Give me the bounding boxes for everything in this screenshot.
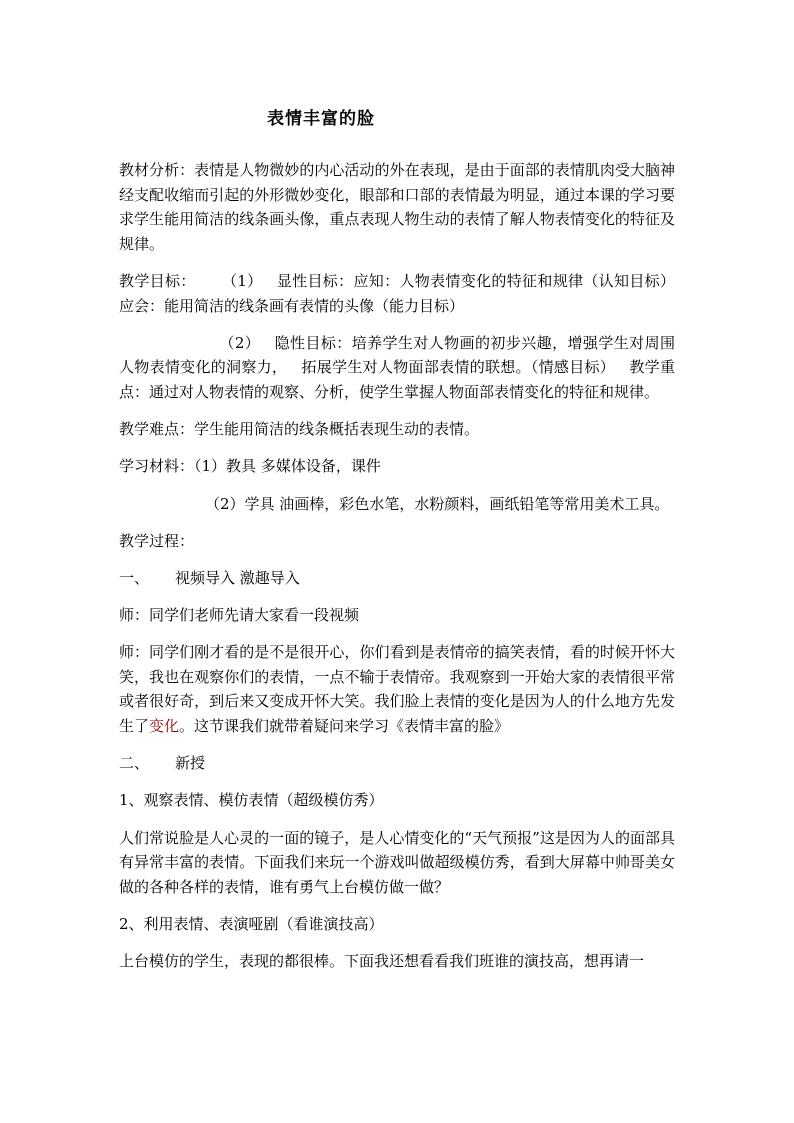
document-title: 表情丰富的脸	[267, 109, 375, 129]
paragraph-teaching-goals	[119, 269, 675, 318]
paragraph-teacher-intro: 师：同学们刚才看的是不是很开心，你们看到是表情帝的搞笑表情，看的时候开怀大笑，我也在观察你们的表情，一点不输于表情帝。我观察到一开始大家的表情很平常或者很好奇，到后来又变成开怀大笑。我们脸上表情的变化是因为人的什么地方先发生了变化。这节课我们就带着疑问来学习《表情丰富的脸》	[119, 643, 675, 736]
section-heading-2	[119, 751, 675, 776]
paragraph-process-heading: 教学过程：	[119, 531, 195, 550]
subsection-heading-2: 2、利用表情、表演哑剧（看谁演技高）	[119, 914, 384, 933]
paragraph-materials-2: （2）学具 油画棒，彩色水笔，水粉颜料，画纸铅笔等常用美术工具。	[205, 494, 670, 513]
paragraph-mirror: 人们常说脸是人心灵的一面的镜子，是人心情变化的“天气预报”这是因为人的面部具有异常丰富的表情。下面我们来玩一个游戏叫做超级模仿秀，看到大屏幕中帅哥美女做的各种各样的表情，谁有勇气上台模仿做一做？	[119, 828, 675, 896]
goals-explicit-text: 显性目标：应知：人物表情变化的特征和规律（认知目标）应会：能用简洁的线条画有表情的头像（能力目标）	[119, 271, 675, 315]
section-heading-1	[119, 566, 675, 591]
paragraph-performance: 上台模仿的学生，表现的都很棒。下面我还想看看我们班谁的演技高，想再请一	[119, 952, 645, 971]
subsection-heading-1: 1、观察表情、模仿表情（超级模仿秀）	[119, 791, 384, 810]
paragraph-materials-1: 学习材料：（1）教具 多媒体设备，课件	[119, 457, 381, 476]
section-title-1: 视频导入 激趣导入	[175, 568, 300, 587]
paragraph-material-analysis: 教材分析：表情是人物微妙的内心活动的外在表现，是由于面部的表情肌肉受大脑神经支配收缩而引起的外形微妙变化，眼部和口部的表情最为明显，通过本课的学习要求学生能用简洁的线条画头像，重点表现人物生动的表情了解人物表情变化的特征及规律。	[119, 161, 675, 253]
section-number-2: 二、	[119, 754, 150, 773]
section-number-1: 一、	[119, 568, 150, 587]
paragraph-implicit-goals	[119, 331, 675, 405]
paragraph-teacher-video: 师：同学们老师先请大家看一段视频	[119, 606, 360, 625]
teaching-key-points: 教学重点：通过对人物表情的观察、分析，使学生掌握人物面部表情变化的特征和规律。	[119, 358, 675, 401]
goals-implicit-text-b: 拓展学生对人物面部表情的联想。（情感目标）	[301, 358, 616, 377]
section-title-2: 新授	[175, 754, 206, 773]
goals-implicit-text-a: 隐性目标：培养学生对人物画的初步兴趣，增强学生对周围人物表情变化的洞察力，	[119, 333, 675, 377]
paragraph-teaching-difficulty: 教学难点：学生能用简洁的线条概括表现生动的表情。	[119, 420, 480, 439]
goals-label: 教学目标：	[119, 271, 196, 290]
goals-number-1: （1）	[221, 271, 263, 290]
goals-number-2: （2）	[219, 333, 261, 352]
document-body	[119, 158, 675, 986]
highlighted-word: 变化	[149, 717, 180, 736]
